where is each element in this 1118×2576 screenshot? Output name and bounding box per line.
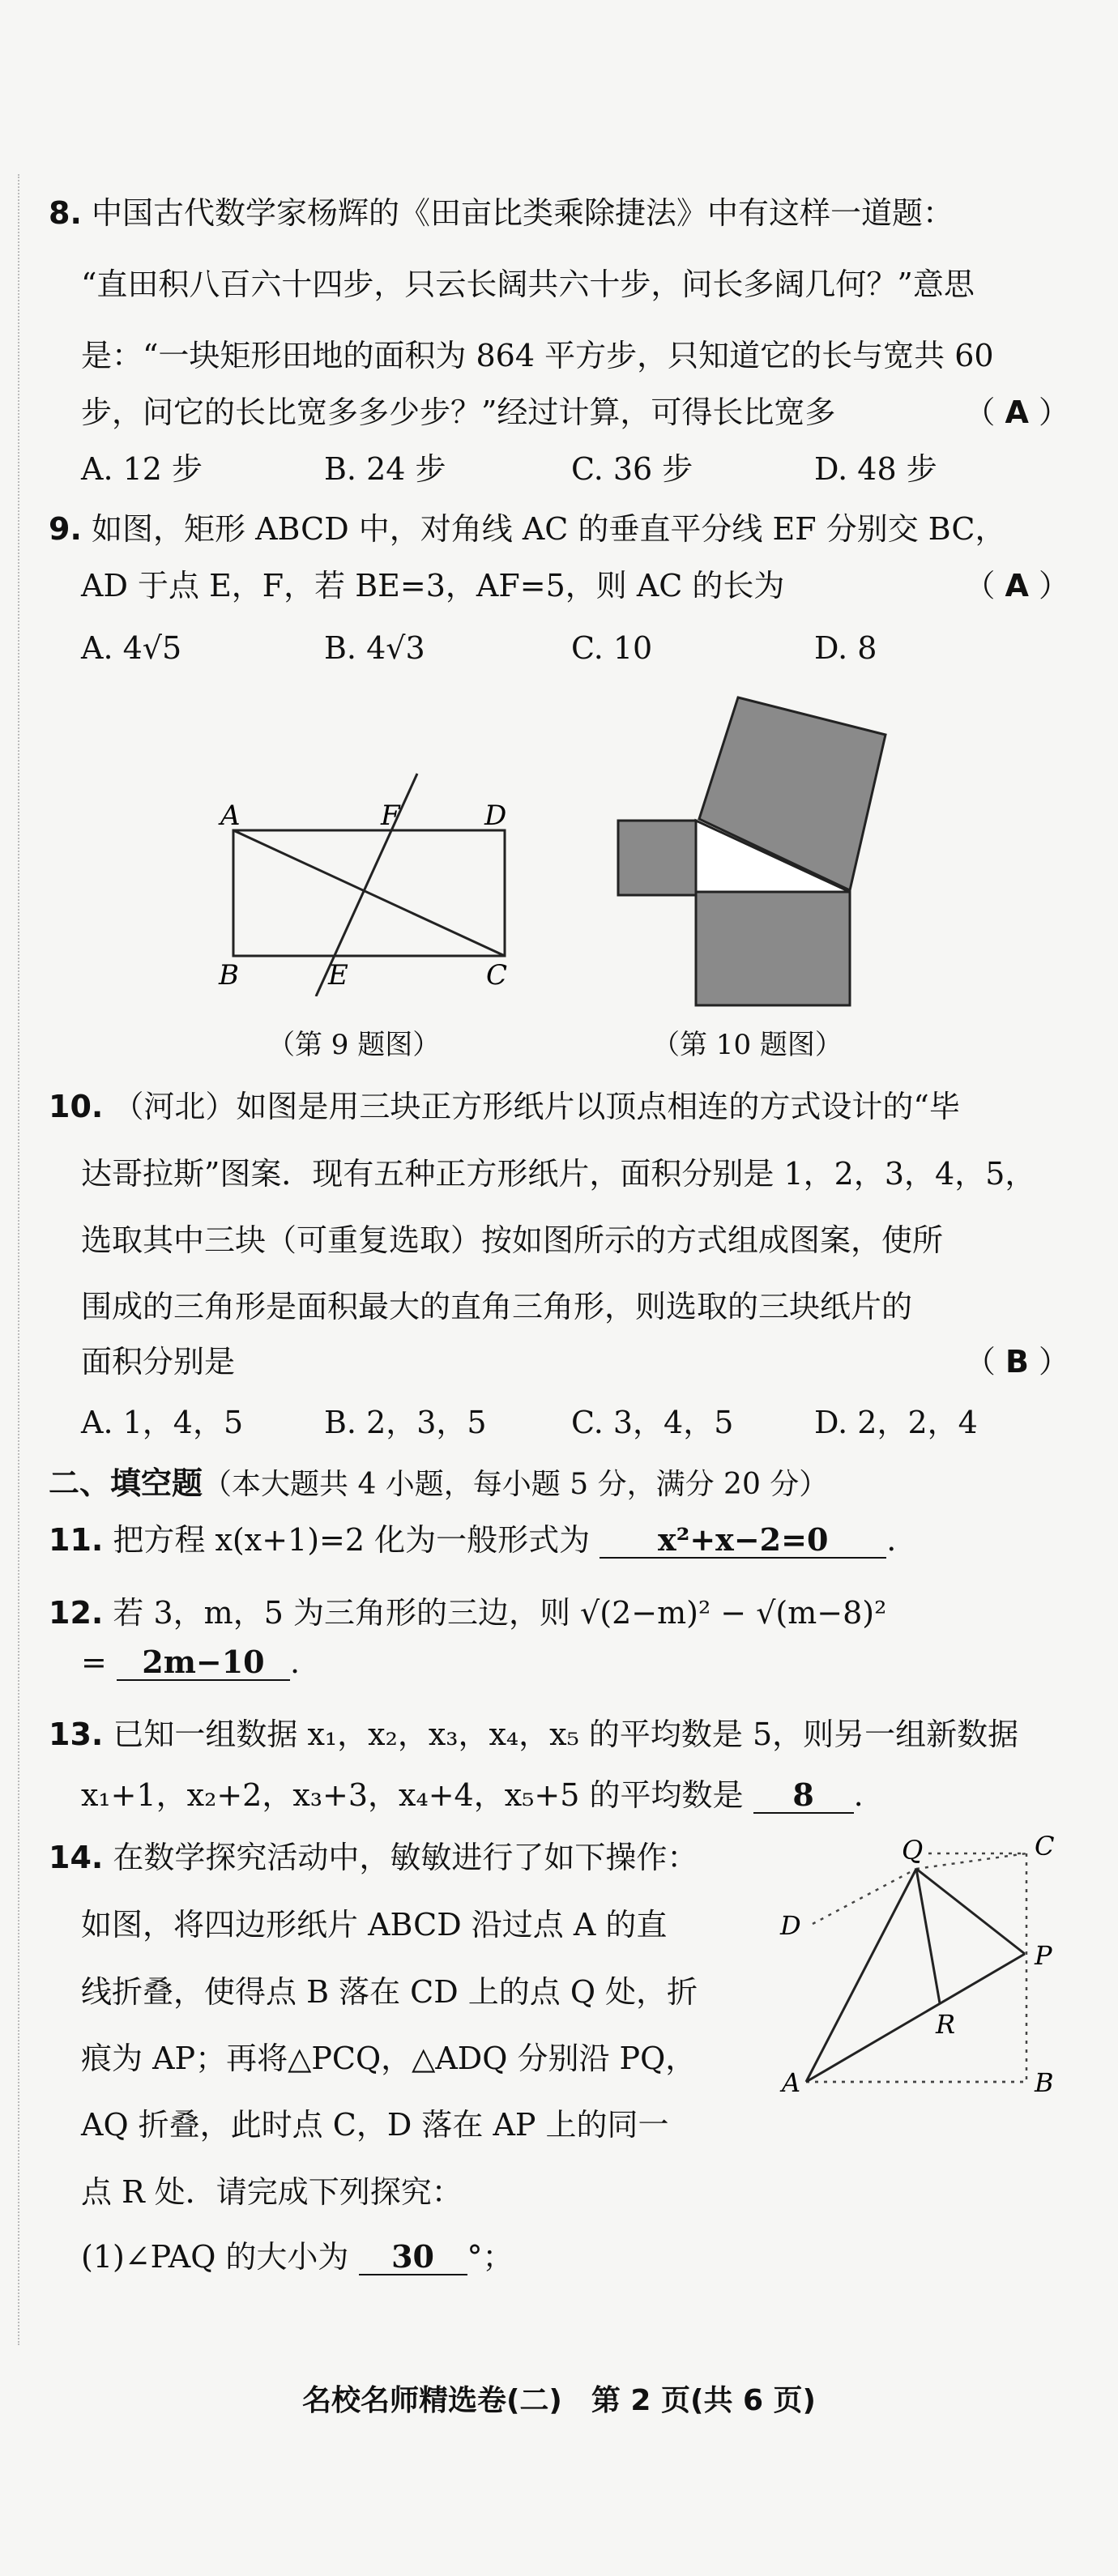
paper-outline-dotted	[806, 1853, 1026, 2082]
question-number: 8.	[49, 195, 82, 231]
square-small-leg	[618, 821, 696, 895]
question-text-line: 面积分别是	[81, 1344, 236, 1380]
label-q: Q	[902, 1835, 924, 1866]
question-end: .	[289, 1644, 301, 1680]
question-text-line: 线折叠，使得点 B 落在 CD 上的点 Q 处，折	[81, 1974, 698, 2010]
label-c: C	[1035, 1831, 1055, 1862]
question-text-line: 达哥拉斯”图案．现有五种正方形纸片，面积分别是 1，2，3，4，5，	[81, 1156, 1036, 1192]
option-a: A. 1，4，5	[81, 1405, 244, 1440]
question-13-line2	[81, 1770, 864, 1815]
diagonal-ac	[233, 830, 505, 956]
question-number: 9.	[49, 511, 82, 547]
question-text-line: “直田积八百六十四步，只云长阔共六十步，问长多阔几何？”意思	[81, 267, 975, 302]
option-a: A. 4√5	[81, 630, 182, 666]
figure-10-pythagoras-squares	[612, 693, 887, 1009]
question-text-line: 点 R 处．请完成下列探究：	[81, 2174, 463, 2210]
question-text: 把方程 x(x+1)=2 化为一般形式为	[113, 1522, 591, 1558]
label-c: C	[486, 959, 508, 992]
square-large-leg	[696, 892, 850, 1005]
binding-margin-line	[18, 174, 19, 2345]
option-c: C. 10	[571, 630, 653, 666]
option-c: C. 3，4，5	[571, 1405, 734, 1440]
question-text-line: 已知一组数据 x₁，x₂，x₃，x₄，x₅ 的平均数是 5，则另一组新数据	[113, 1717, 1019, 1752]
option-d: D. 2，2，4	[814, 1405, 978, 1440]
option-d: D. 8	[814, 630, 877, 666]
equals-sign: =	[81, 1644, 107, 1680]
label-d: D	[780, 1910, 801, 1941]
question-text: 若 3，m，5 为三角形的三边，则 √(2−m)² − √(m−8)²	[113, 1595, 887, 1631]
section-fill-in-blank-heading	[49, 1458, 828, 1503]
question-text-line: 痕为 AP；再将△PCQ，△ADQ 分别沿 PQ，	[81, 2041, 697, 2076]
answer-bracket: （ A ）	[964, 568, 1069, 603]
question-text-line: 在数学探究活动中，敏敏进行了如下操作：	[113, 1840, 698, 1875]
question-12-line2	[81, 1644, 300, 1681]
answer-blank: 30	[359, 2240, 467, 2275]
question-text-line: 中国古代数学家杨辉的《田亩比类乘除捷法》中有这样一道题：	[91, 195, 954, 231]
question-number: 12.	[49, 1595, 104, 1631]
label-p: P	[1035, 1940, 1052, 1971]
label-b: B	[1035, 2067, 1054, 2098]
label-d: D	[484, 800, 507, 832]
line-qr	[916, 1869, 940, 2003]
option-b: B. 24 步	[324, 451, 446, 487]
page-footer: 名校名师精选卷(二) 第 2 页(共 6 页)	[301, 2384, 817, 2417]
answer-choice: B	[1005, 1344, 1029, 1380]
figure-9-rectangle-diagram	[203, 770, 551, 996]
question-text-line: 步，问它的长比宽多多少步？”经过计算，可得长比宽多	[81, 395, 836, 430]
question-text-line: 如图，将四边形纸片 ABCD 沿过点 A 的直	[81, 1907, 668, 1943]
line-qp	[916, 1869, 1025, 1954]
figure-10-caption: （第 10 题图）	[652, 1029, 843, 1061]
answer-bracket: （ B ）	[964, 1344, 1069, 1380]
option-b: B. 4√3	[324, 630, 425, 666]
answer-choice: A	[1005, 568, 1029, 603]
question-text-line: 围成的三角形是面积最大的直角三角形，则选取的三块纸片的	[81, 1289, 913, 1324]
option-c: C. 36 步	[571, 451, 693, 487]
question-14-sub1	[81, 2232, 514, 2276]
question-text-line: 是：“一块矩形田地的面积为 864 平方步，只知道它的长与宽共 60	[81, 338, 994, 373]
question-number: 14.	[49, 1840, 104, 1875]
section-note: （本大题共 4 小题，每小题 5 分，满分 20 分）	[203, 1468, 829, 1501]
question-number: 13.	[49, 1717, 104, 1752]
answer-blank: 8	[753, 1778, 854, 1814]
question-end: .	[886, 1522, 897, 1558]
answer-blank: x²+x−2=0	[600, 1523, 886, 1559]
label-b: B	[219, 959, 239, 992]
section-title: 二、填空题	[49, 1465, 203, 1501]
question-text-line: AQ 折叠，此时点 C，D 落在 AP 上的同一	[81, 2107, 669, 2143]
option-a: A. 12 步	[81, 451, 203, 487]
question-11	[49, 1515, 896, 1559]
question-number: 11.	[49, 1522, 104, 1558]
label-r: R	[936, 2009, 956, 2040]
question-13	[49, 1709, 1018, 1754]
sub-question-text: (1)∠PAQ 的大小为	[81, 2239, 349, 2275]
figure-9-caption: （第 9 题图）	[267, 1029, 441, 1061]
label-e: E	[328, 959, 348, 992]
answer-blank: 2m−10	[117, 1645, 290, 1681]
sub-question-end: °；	[467, 2239, 514, 2275]
line-qc-dotted	[916, 1853, 1026, 1869]
question-text-line: x₁+1，x₂+2，x₃+3，x₄+4，x₅+5 的平均数是	[81, 1777, 744, 1813]
figure-14-folding-diagram	[774, 1831, 1082, 2106]
label-a: A	[782, 2067, 801, 2098]
question-text-line: （河北）如图是用三块正方形纸片以顶点相连的方式设计的“毕	[113, 1089, 960, 1124]
question-12	[49, 1588, 886, 1632]
option-d: D. 48 步	[814, 451, 937, 487]
question-text-line: AD 于点 E，F，若 BE=3，AF=5，则 AC 的长为	[81, 568, 785, 603]
label-f: F	[381, 800, 400, 832]
label-a: A	[220, 800, 241, 832]
question-text-line: 如图，矩形 ABCD 中，对角线 AC 的垂直平分线 EF 分别交 BC，	[91, 511, 1006, 547]
answer-bracket: （ A ）	[964, 395, 1069, 430]
question-number: 10.	[49, 1089, 104, 1124]
question-end: .	[853, 1777, 864, 1813]
question-text-line: 选取其中三块（可重复选取）按如图所示的方式组成图案，使所	[81, 1222, 944, 1258]
answer-choice: A	[1005, 395, 1029, 430]
option-b: B. 2，3，5	[324, 1405, 487, 1440]
